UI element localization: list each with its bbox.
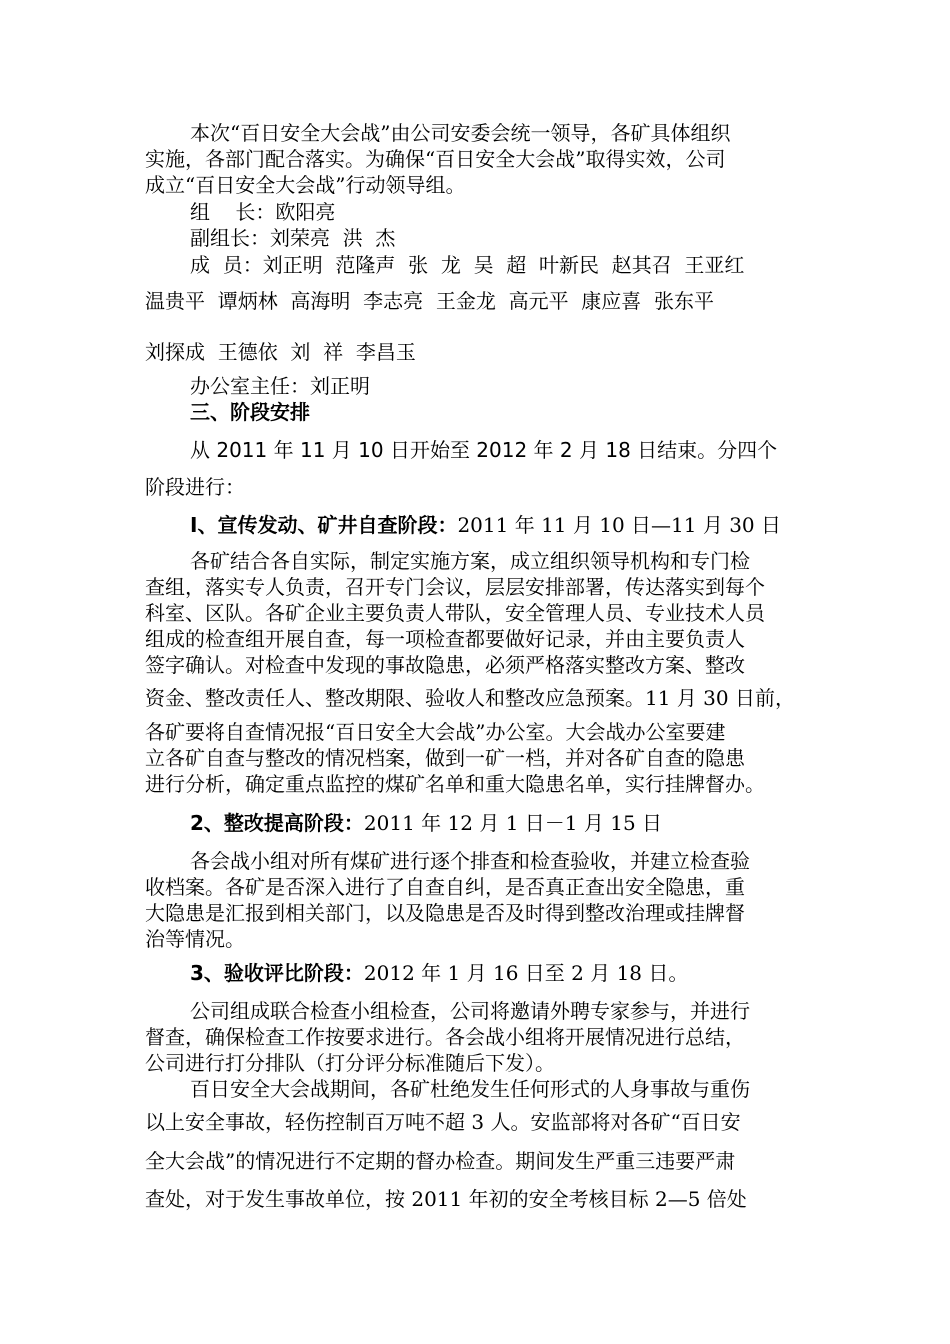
stage2-dates: 2011 年 12 月 1 日－1 月 15 日 — [363, 811, 663, 835]
intro-line-3: 成立“百日安全大会战”行动领导组。 — [145, 173, 466, 197]
stage2-heading — [190, 810, 662, 836]
schedule-line-2: 阶段进行： — [145, 475, 245, 499]
stage2-line-2: 收档案。各矿是否深入进行了自查自纠，是否真正查出安全隐患，重 — [145, 875, 745, 899]
stage2-line-1: 各会战小组对所有煤矿进行逐个排查和检查验收，并建立检查验 — [190, 849, 750, 873]
stage3-line-1: 公司组成联合检查小组检查，公司将邀请外聘专家参与，并进行 — [190, 999, 750, 1023]
members-line-3: 刘探成 王德依 刘 祥 李昌玉 — [145, 340, 416, 364]
stage1-line-3: 科室、区队。各矿企业主要负责人带队，安全管理人员、专业技术人员 — [145, 601, 765, 625]
stage1-dates: 2011 年 11 月 10 日—11 月 30 日 — [457, 513, 782, 537]
members-line-1: 成 员：刘正明 范隆声 张 龙 吴 超 叶新民 赵其召 王亚红 — [190, 253, 745, 277]
stage3-heading — [190, 960, 688, 986]
closing-line-4: 查处，对于发生事故单位，按 2011 年初的安全考核目标 2—5 倍处 — [145, 1187, 747, 1211]
section-heading: 三、阶段安排 — [190, 400, 310, 424]
stage2-line-3: 大隐患是汇报到相关部门，以及隐患是否及时得到整改治理或挂牌督 — [145, 901, 745, 925]
members-line-2: 温贵平 谭炳林 高海明 李志亮 王金龙 高元平 康应喜 张东平 — [145, 289, 715, 313]
office-line: 办公室主任：刘正明 — [190, 374, 370, 398]
closing-line-2: 以上安全事故，轻伤控制百万吨不超 3 人。安监部将对各矿“百日安 — [145, 1110, 741, 1134]
stage1-line-6: 资金、整改责任人、整改期限、验收人和整改应急预案。11 月 30 日前， — [145, 686, 795, 710]
closing-line-3: 全大会战”的情况进行不定期的督办检查。期间发生严重三违要严肃 — [145, 1149, 736, 1173]
stage1-label: Ⅰ、宣传发动、矿井自查阶段： — [190, 513, 458, 537]
stage1-line-8: 立各矿自查与整改的情况档案，做到一矿一档，并对各矿自查的隐患 — [145, 746, 745, 770]
stage1-line-1: 各矿结合各自实际，制定实施方案，成立组织领导机构和专门检 — [190, 549, 750, 573]
stage3-line-2: 督查，确保检查工作按要求进行。各会战小组将开展情况进行总结， — [145, 1025, 745, 1049]
stage1-line-9: 进行分析，确定重点监控的煤矿名单和重大隐患名单，实行挂牌督办。 — [145, 772, 765, 796]
stage1-heading — [190, 512, 781, 538]
stage2-label: 2、整改提高阶段： — [190, 811, 364, 835]
stage1-line-4: 组成的检查组开展自查，每一项检查都要做好记录，并由主要负责人 — [145, 627, 745, 651]
stage1-line-7: 各矿要将自查情况报“百日安全大会战”办公室。大会战办公室要建 — [145, 720, 726, 744]
stage1-line-2: 查组，落实专人负责，召开专门会议，层层安排部署，传达落实到每个 — [145, 575, 765, 599]
schedule-line-1: 从 2011 年 11 月 10 日开始至 2012 年 2 月 18 日结束。分四个 — [190, 438, 778, 462]
stage3-label: 3、验收评比阶段： — [190, 961, 364, 985]
stage3-line-3: 公司进行打分排队（打分评分标准随后下发）。 — [145, 1051, 555, 1075]
leader-line: 组 长：欧阳亮 — [190, 200, 336, 224]
intro-line-2: 实施，各部门配合落实。为确保“百日安全大会战”取得实效，公司 — [145, 147, 726, 171]
intro-line-1: 本次“百日安全大会战”由公司安委会统一领导，各矿具体组织 — [190, 121, 731, 145]
stage2-line-4: 治等情况。 — [145, 927, 245, 951]
deputy-line: 副组长：刘荣亮 洪 杰 — [190, 226, 396, 250]
stage3-dates: 2012 年 1 月 16 日至 2 月 18 日。 — [363, 961, 689, 985]
stage1-line-5: 签字确认。对检查中发现的事故隐患，必须严格落实整改方案、整改 — [145, 653, 745, 677]
closing-line-1: 百日安全大会战期间，各矿杜绝发生任何形式的人身事故与重伤 — [190, 1077, 750, 1101]
